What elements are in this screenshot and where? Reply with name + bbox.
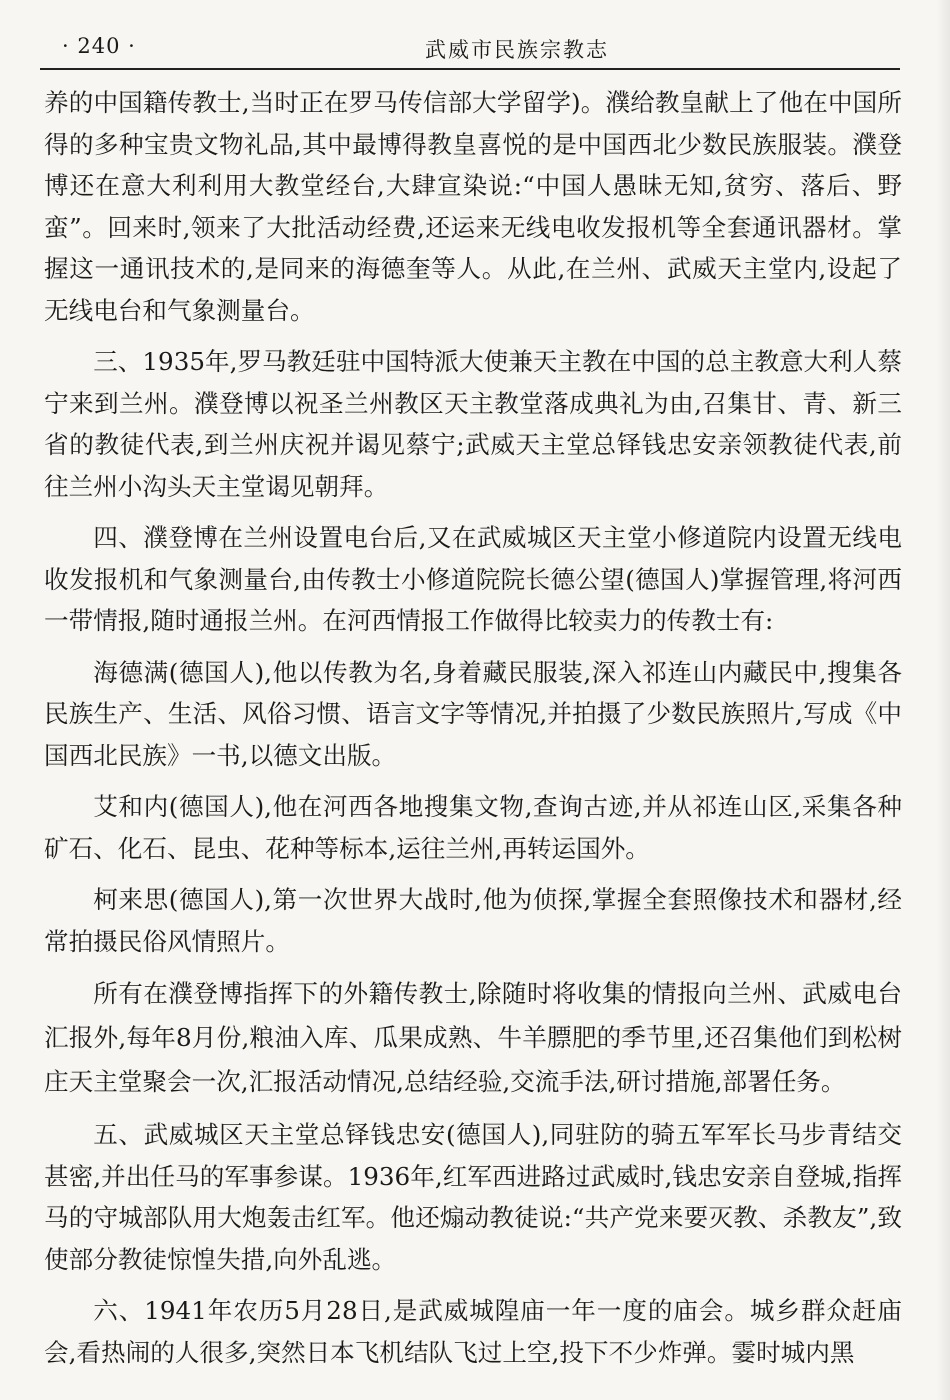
page-number: · 240 · bbox=[62, 34, 136, 58]
paragraph-haideman: 海德满(德国人),他以传教为名,身着藏民服装,深入祁连山内藏民中,搜集各民族生产、生活、风俗习惯、语言文字等情况,并拍摄了少数民族照片,写成《中国西北民族》一书,以德文出版。 bbox=[44, 657, 902, 770]
paragraph-section-5: 五、武威城区天主堂总铎钱忠安(德国人),同驻防的骑五军军长马步青结交甚密,并出任马的军事参谋。1936年,红军西进路过武威时,钱忠安亲自登城,指挥马的守城部队用大炮轰击红军。他还煽动教徒说:“共产党来要灭教、杀教友”,致使部分教徒惊惶失措,向外乱逃。 bbox=[44, 1120, 902, 1274]
paragraph-kelaisi: 柯来思(德国人),第一次世界大战时,他为侦探,掌握全套照像技术和器材,经常拍摄民俗风情照片。 bbox=[44, 885, 902, 956]
paragraph-section-3: 三、1935年,罗马教廷驻中国特派大使兼天主教在中国的总主教意大利人蔡宁来到兰州。濮登博以祝圣兰州教区天主教堂落成典礼为由,召集甘、青、新三省的教徒代表,到兰州庆祝并谒见蔡宁;武威天主堂总铎钱忠安亲领教徒代表,前往兰州小沟头天主堂谒见朝拜。 bbox=[44, 347, 902, 501]
paragraph-section-6: 六、1941年农历5月28日,是武威城隍庙一年一度的庙会。城乡群众赶庙会,看热闹的人很多,突然日本飞机结队飞过上空,投下不少炸弹。霎时城内黑 bbox=[44, 1296, 902, 1367]
paragraph-foreign-missionaries: 所有在濮登博指挥下的外籍传教士,除随时将收集的情报向兰州、武威电台汇报外,每年8月份,粮油入库、瓜果成熟、牛羊膘肥的季节里,还召集他们到松树庄天主堂聚会一次,汇报活动情况,总结经验,交流手法,研讨措施,部署任务。 bbox=[44, 979, 902, 1096]
body-text bbox=[44, 82, 902, 1383]
paragraph-aihenei: 艾和内(德国人),他在河西各地搜集文物,查询古迹,并从祁连山区,采集各种矿石、化石、昆虫、花种等标本,运往兰州,再转运国外。 bbox=[44, 792, 902, 863]
paragraph-section-4: 四、濮登博在兰州设置电台后,又在武威城区天主堂小修道院内设置无线电收发报机和气象测量台,由传教士小修道院院长德公望(德国人)掌握管理,将河西一带情报,随时通报兰州。在河西情报工作做得比较卖力的传教士有: bbox=[44, 523, 902, 635]
scan-edge-shadow bbox=[936, 0, 950, 1400]
running-title: 武威市民族宗教志 bbox=[425, 38, 609, 62]
paragraph-continuation: 养的中国籍传教士,当时正在罗马传信部大学留学)。濮给教皇献上了他在中国所得的多种宝贵文物礼品,其中最博得教皇喜悦的是中国西北少数民族服装。濮登博还在意大利利用大教堂经台,大肆宣染说:“中国人愚昧无知,贫穷、落后、野蛮”。回来时,领来了大批活动经费,还运来无线电收发报机等全套通讯器材。掌握这一通讯技术的,是同来的海德奎等人。从此,在兰州、武威天主堂内,设起了无线电台和气象测量台。 bbox=[44, 88, 902, 325]
page-header bbox=[40, 28, 900, 70]
